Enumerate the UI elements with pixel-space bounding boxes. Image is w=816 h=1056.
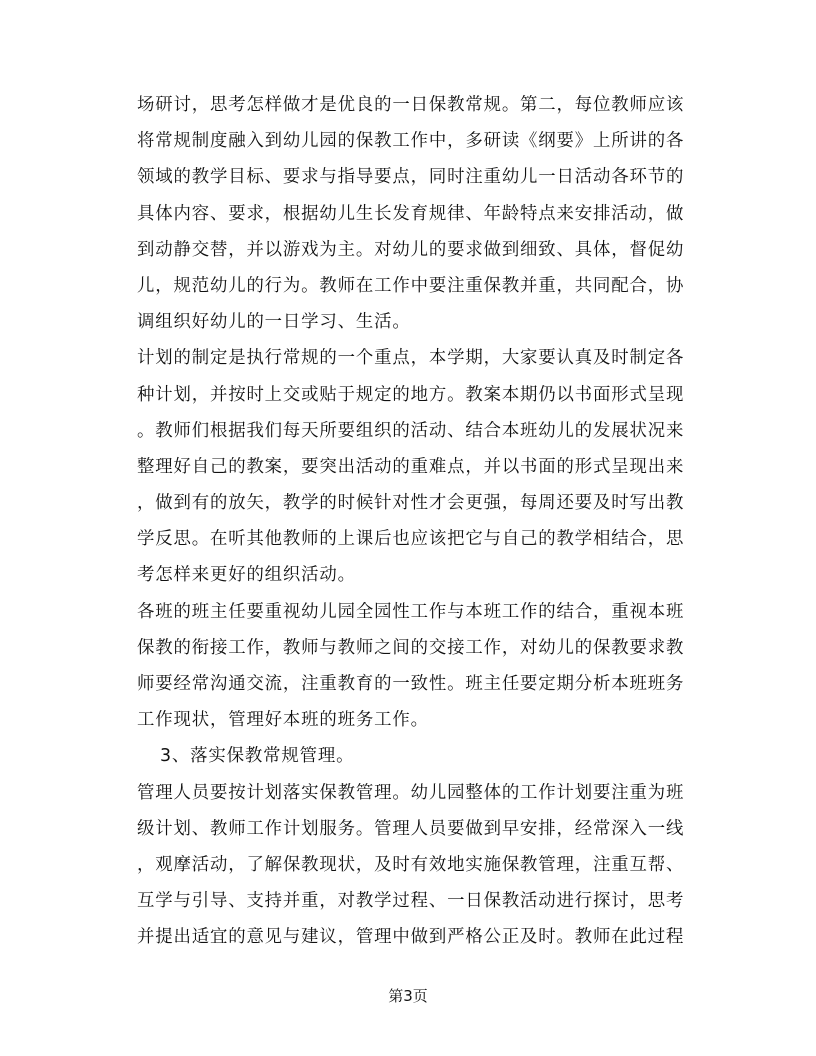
text-line: 场研讨，思考怎样做才是优良的一日保教常规。第二，每位教师应该 bbox=[137, 95, 685, 115]
text-line: 学反思。在听其他教师的上课后也应该把它与自己的教学相结合，思 bbox=[137, 529, 685, 550]
section-heading: 3、落实保教常规管理。 bbox=[160, 746, 355, 767]
text-line: 儿，规范幼儿的行为。教师在工作中要注重保教并重，共同配合，协 bbox=[137, 275, 685, 296]
text-line: 级计划、教师工作计划服务。管理人员要做到早安排，经常深入一线 bbox=[137, 818, 685, 839]
text-line: 整理好自己的教案，要突出活动的重难点，并以书面的形式呈现出来 bbox=[137, 456, 685, 477]
text-line: ，观摩活动，了解保教现状，及时有效地实施保教管理，注重互帮、 bbox=[137, 854, 685, 875]
text-line: ，做到有的放矢，教学的时候针对性才会更强，每周还要及时写出教 bbox=[137, 493, 685, 514]
text-line: 种计划，并按时上交或贴于规定的地方。教案本期仍以书面形式呈现 bbox=[137, 384, 685, 405]
text-line: 。教师们根据我们每天所要组织的活动、结合本班幼儿的发展状况来 bbox=[137, 420, 685, 441]
text-line: 将常规制度融入到幼儿园的保教工作中，多研读《纲要》上所讲的各 bbox=[137, 131, 685, 152]
text-line: 计划的制定是执行常规的一个重点，本学期，大家要认真及时制定各 bbox=[137, 348, 685, 369]
text-line: 各班的班主任要重视幼儿园全园性工作与本班工作的结合，重视本班 bbox=[137, 601, 685, 622]
text-line: 保教的衔接工作，教师与教师之间的交接工作，对幼儿的保教要求教 bbox=[137, 637, 685, 658]
text-line: 调组织好幼儿的一日学习、生活。 bbox=[137, 312, 411, 333]
text-line: 并提出适宜的意见与建议，管理中做到严格公正及时。教师在此过程 bbox=[137, 927, 685, 948]
text-line: 领域的教学目标、要求与指导要点，同时注重幼儿一日活动各环节的 bbox=[137, 167, 685, 188]
document-body bbox=[137, 87, 685, 956]
text-line: 师要经常沟通交流，注重教育的一致性。班主任要定期分析本班班务 bbox=[137, 674, 685, 694]
text-line: 到动静交替，并以游戏为主。对幼儿的要求做到细致、具体，督促幼 bbox=[137, 239, 685, 260]
text-line: 管理人员要按计划落实保教管理。幼儿园整体的工作计划要注重为班 bbox=[137, 782, 685, 803]
text-line: 工作现状，管理好本班的班务工作。 bbox=[137, 710, 429, 731]
text-line: 互学与引导、支持并重，对教学过程、一日保教活动进行探讨，思考 bbox=[137, 891, 685, 912]
text-line: 具体内容、要求，根据幼儿生长发育规律、年龄特点来安排活动，做 bbox=[137, 203, 685, 224]
text-line: 考怎样来更好的组织活动。 bbox=[137, 565, 356, 586]
page-number: 第3页 bbox=[388, 987, 428, 1005]
